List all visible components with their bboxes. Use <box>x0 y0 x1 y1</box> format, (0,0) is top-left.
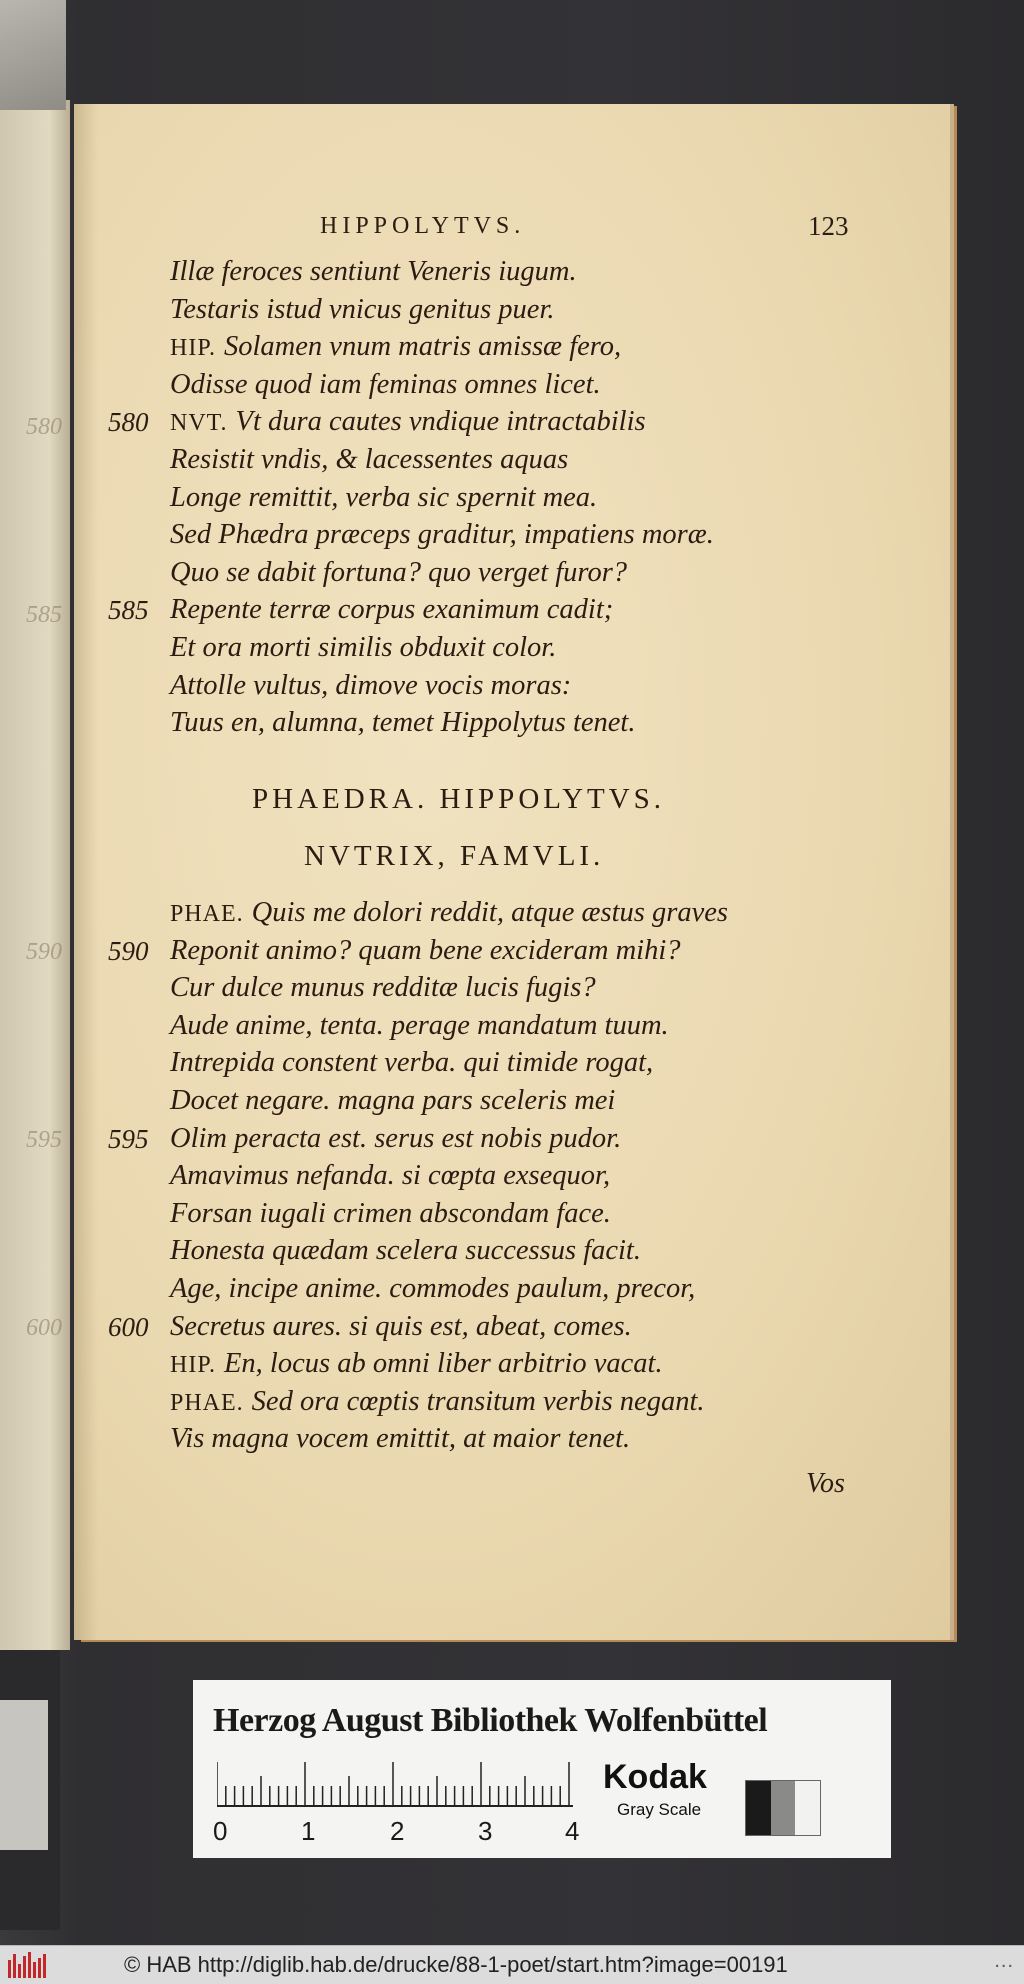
scene-heading: PHAEDRA. HIPPOLYTVS. <box>252 783 666 815</box>
gray-patch <box>771 1781 796 1835</box>
verse-text: Testaris istud vnicus genitus puer. <box>170 293 555 325</box>
running-head: HIPPOLYTVS. <box>320 213 526 239</box>
verse-line <box>170 1085 615 1117</box>
verse-line <box>170 1423 630 1455</box>
verse-line <box>170 670 571 702</box>
verse-text: Forsan iugali crimen abscondam face. <box>170 1197 611 1229</box>
gray-patches <box>745 1780 821 1836</box>
speaker-label: HIP. <box>170 335 217 362</box>
viewer-footer <box>0 1945 1024 1984</box>
ruler-number: 0 <box>213 1816 228 1846</box>
verse-line <box>170 594 613 626</box>
verse-line <box>170 557 627 589</box>
verse-line <box>170 1123 621 1155</box>
verse-line <box>170 482 597 514</box>
page-number: 123 <box>808 211 849 241</box>
facing-page-tag <box>0 1700 48 1850</box>
gray-patch <box>795 1781 820 1835</box>
gray-patch <box>746 1781 771 1835</box>
footer-link[interactable]: © HAB http://diglib.hab.de/drucke/88-1-poet/start.htm?image=00191 <box>124 1952 788 1977</box>
verse-text: Aude anime, tenta. perage mandatum tuum. <box>170 1009 669 1041</box>
verse-text: Docet negare. magna pars sceleris mei <box>170 1085 616 1116</box>
verse-text: Sed Phædra præceps graditur, impatiens moræ. <box>170 519 714 551</box>
verse-line <box>170 972 596 1004</box>
verse-line <box>170 935 681 967</box>
line-number: 590 <box>108 935 149 966</box>
verse-line <box>170 406 646 438</box>
kodak-brand: Kodak <box>603 1758 707 1796</box>
ruler-number: 4 <box>565 1816 580 1846</box>
verse-text: Illæ feroces sentiunt Veneris iugum. <box>170 256 577 287</box>
verse-text: Tuus en, alumna, temet Hippolytus tenet. <box>170 707 636 739</box>
ruler-number: 1 <box>301 1816 316 1846</box>
ghost-line-number: 585 <box>26 602 62 628</box>
scene-heading: NVTRIX, FAMVLI. <box>304 840 605 872</box>
speaker-label: PHAE. <box>170 901 244 927</box>
speaker-label: PHAE. <box>170 1389 244 1416</box>
verse-line <box>170 256 577 288</box>
verse-text: Repente terræ corpus exanimum cadit; <box>170 594 614 626</box>
verse-line <box>170 1311 632 1343</box>
verse-text: Longe remittit, verba sic spernit mea. <box>170 481 598 513</box>
color-reference-card <box>193 1680 891 1858</box>
speaker-label: NVT. <box>170 410 228 437</box>
ruler-number: 2 <box>390 1816 405 1846</box>
verse-text: Honesta quædam scelera successus facit. <box>170 1235 641 1267</box>
verse-line <box>170 331 621 363</box>
verse-text: Quo se dabit fortuna? quo verget furor? <box>170 556 628 588</box>
verse-text: Et ora morti similis obduxit color. <box>170 632 557 663</box>
verse-text: Cur dulce munus redditæ lucis fugis? <box>170 972 596 1004</box>
card-title: Herzog August Bibliothek Wolfenbüttel <box>213 1702 768 1739</box>
verse-text: Age, incipe anime. commodes paulum, precor, <box>170 1273 696 1304</box>
verse-text: Intrepida constent verba. qui timide rogat, <box>170 1047 654 1079</box>
line-number: 585 <box>108 595 149 626</box>
verse-text: Secretus aures. si quis est, abeat, comes. <box>170 1310 632 1342</box>
verse-text: Vis magna vocem emittit, at maior tenet. <box>170 1423 631 1455</box>
more-options-icon[interactable]: ... <box>994 1950 1014 1972</box>
verse-line <box>170 1235 641 1267</box>
line-number: 595 <box>108 1123 149 1154</box>
hab-logo-icon <box>8 1952 48 1978</box>
verse-line <box>170 707 635 739</box>
verse-text: Reponit animo? quam bene excideram mihi? <box>170 934 681 966</box>
speaker-label: HIP. <box>170 1352 217 1379</box>
verse-text: Attolle vultus, dimove vocis moras: <box>170 669 572 701</box>
ghost-line-number: 595 <box>26 1127 62 1153</box>
verse-text: Vt dura cautes vndique intractabilis <box>235 406 646 438</box>
ruler-number: 3 <box>478 1816 493 1846</box>
verse-line <box>170 369 601 401</box>
ghost-line-number: 590 <box>26 939 62 965</box>
verse-line <box>170 1198 611 1230</box>
verse-line <box>170 294 555 326</box>
verse-text: Sed ora cœptis transitum verbis negant. <box>251 1385 705 1417</box>
verse-line <box>170 1010 669 1042</box>
verse-line <box>170 1348 663 1380</box>
line-number: 580 <box>108 407 149 438</box>
gray-scale-label: Gray Scale <box>617 1800 702 1819</box>
verse-line <box>170 519 714 551</box>
verse-line <box>170 632 556 664</box>
line-number: 600 <box>108 1311 149 1342</box>
verse-text: Resistit vndis, & lacessentes aquas <box>170 444 569 475</box>
verse-line <box>170 897 728 929</box>
verse-text: Solamen vnum matris amissæ fero, <box>224 331 622 363</box>
catchword: Vos <box>806 1468 845 1499</box>
ruler-scale <box>217 1762 573 1808</box>
verse-text: En, locus ab omni liber arbitrio vacat. <box>224 1348 663 1380</box>
verse-text: Amavimus nefanda. si cœpta exsequor, <box>170 1160 611 1192</box>
ruler-numbers <box>213 1816 580 1848</box>
ghost-line-number: 580 <box>26 414 62 440</box>
facing-page-corner <box>0 0 66 110</box>
verse-line <box>170 1386 705 1418</box>
facing-page-edge <box>0 100 70 1650</box>
ghost-line-number: 600 <box>26 1315 62 1341</box>
verse-line <box>170 1160 610 1192</box>
verse-line <box>170 444 568 476</box>
verse-text: Odisse quod iam feminas omnes licet. <box>170 368 601 400</box>
page-gutter-shadow <box>74 104 98 1640</box>
verse-line <box>170 1047 653 1079</box>
verse-line <box>170 1273 695 1305</box>
verse-text: Olim peracta est. serus est nobis pudor. <box>170 1122 622 1154</box>
verse-text: Quis me dolori reddit, atque æstus graves <box>251 897 728 928</box>
